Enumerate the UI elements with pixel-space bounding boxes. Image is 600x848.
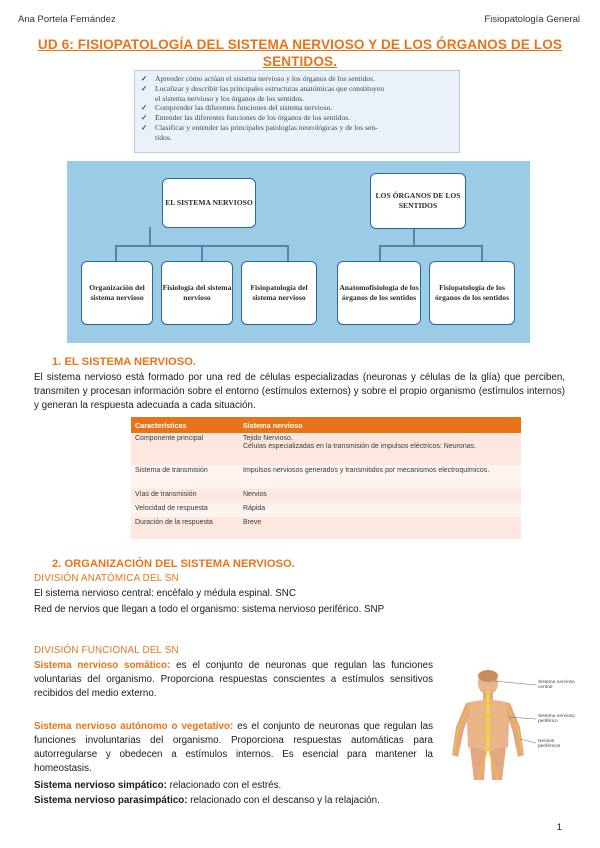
table-row [131,465,521,489]
section1-paragraph: El sistema nervioso está formado por una red de células especializadas (neuronas y células de la glía) que perciben, transmiten y procesan información sobre el entorno (estímulos externos) y sobre el propio organismo (estímulos internos) y generan la respuesta adecuada a cada situación. [34,372,565,411]
objectives-box [134,70,460,153]
table-cell: Breve [239,517,521,539]
objective-item: tidos. [155,132,172,142]
page-title: UD 6: FISIOPATOLOGÍA DEL SISTEMA NERVIOSO Y DE LOS ÓRGANOS DE LOS SENTIDOS. [37,37,563,69]
sympathetic-line: Sistema nervioso simpático: relacionado con el estrés. [34,780,282,791]
objective-item: ✓ Entender las diferentes funciones de los órganos de los sentidos. [141,113,351,123]
table-header: Características [131,417,239,433]
section-heading: 2. ORGANIZACIÓN DEL SISTEMA NERVIOSO. [52,558,295,570]
check-icon: ✓ [141,113,148,123]
objective-item: ✓ Comprender las diferentes funciones del sistema nervioso. [141,103,333,113]
table-cell: Velocidad de respuesta [131,503,239,517]
anat-line-2: Red de nervios que llegan a todo el organismo: sistema nervioso periférico. SNP [34,604,385,615]
term-parasimpatico: Sistema nervioso parasimpático: [34,795,188,806]
table-row [131,503,521,517]
table-header-row [131,417,521,433]
node-sistema-nervioso: EL SISTEMA NERVIOSO [162,178,256,228]
node-anatomofisiologia: Anatomofisiología de los órganos de los sentidos [337,261,421,325]
table-cell: Nervios [239,489,521,503]
table-header: Sistema nervioso [239,417,521,433]
node-organos-sentidos: LOS ÓRGANOS DE LOS SENTIDOS [370,173,466,229]
subheading-funcional: DIVISIÓN FUNCIONAL DEL SN [34,645,179,656]
node-fisiopatologia-sn: Fisiopatología del sistema nervioso [241,261,317,325]
anat-line-1: El sistema nervioso central: encéfalo y médula espinal. SNC [34,588,296,599]
table-cell: Rápida [239,503,521,517]
somatic-paragraph: Sistema nervioso somático: es el conjunto de neuronas que regulan las funciones voluntarias del organismo. Proporciona respuestas conscientes a estímulos sensitivos recibidos del medio externo. [34,660,434,699]
check-icon: ✓ [141,83,148,93]
connector [379,245,483,247]
characteristics-table [131,417,521,539]
connector [149,227,151,245]
table-cell: Sistema de transmisión [131,465,239,489]
figure-label-nervios: Nervios periféricos [538,739,561,750]
check-icon: ✓ [141,74,148,83]
term-autonomo: Sistema nervioso autónomo o vegetativo: [34,721,234,732]
parasympathetic-line: Sistema nervioso parasimpático: relacionado con el descanso y la relajación. [34,795,380,806]
node-fisiopatologia-sentidos: Fisiopatología de los órganos de los sentidos [429,261,515,325]
table-row [131,489,521,503]
nervous-system-figure [438,667,578,780]
autonomic-paragraph: Sistema nervioso autónomo o vegetativo: es el conjunto de neuronas que regulan las funciones involuntarias del organismo. Proporciona respuestas automáticas para autorregularse y obedecen a estímulos internos. Es esencial para mantener la homeostasis. [34,721,433,774]
table-cell: Componente principal [131,433,239,465]
figure-label-snp: Sistema nervioso periférico [538,714,575,725]
table-row [131,517,521,539]
connector [413,227,415,245]
table-row [131,433,521,465]
term-somatico: Sistema nervioso somático: [34,660,171,671]
node-organizacion: Organización del sistema nervioso [81,261,153,325]
objective-item: ✓ Localizar y describir las principales estructuras anatómicas que constituyen [141,83,384,93]
check-icon: ✓ [141,122,148,132]
figure-label-snc: Sistema nervioso central [538,680,575,691]
node-fisiologia: Fisiología del sistema nervioso [161,261,233,325]
header-author: Ana Portela Fernández [18,14,116,25]
check-icon: ✓ [141,103,148,113]
table-cell: Duración de la respuesta [131,517,239,539]
section-heading: 1. EL SISTEMA NERVIOSO. [52,356,197,368]
concept-diagram [67,161,530,343]
table-cell: Vías de transmisión [131,489,239,503]
objective-item: ✓ Clasificar y entender las principales patologías neurológicas y de los sen- [141,122,378,132]
table-cell: Tejido Nervioso. Células especializadas en la transmisión de impulsos eléctricos: Neuronas. [239,433,521,465]
objective-item: ✓ Aprender cómo actúan el sistema nervioso y los órganos de los sentidos. [141,74,376,83]
table-cell: Impulsos nerviosos generados y transmitidos por mecanismos electroquímicos. [239,465,521,489]
page-number: 1 [556,822,562,833]
subheading-anatomica: DIVISIÓN ANATÓMICA DEL SN [34,573,179,584]
header-subject: Fisiopatología General [484,14,580,25]
objective-item: el sistema nervioso y los órganos de los sentidos. [155,93,304,103]
term-simpatico: Sistema nervioso simpático: [34,780,167,791]
